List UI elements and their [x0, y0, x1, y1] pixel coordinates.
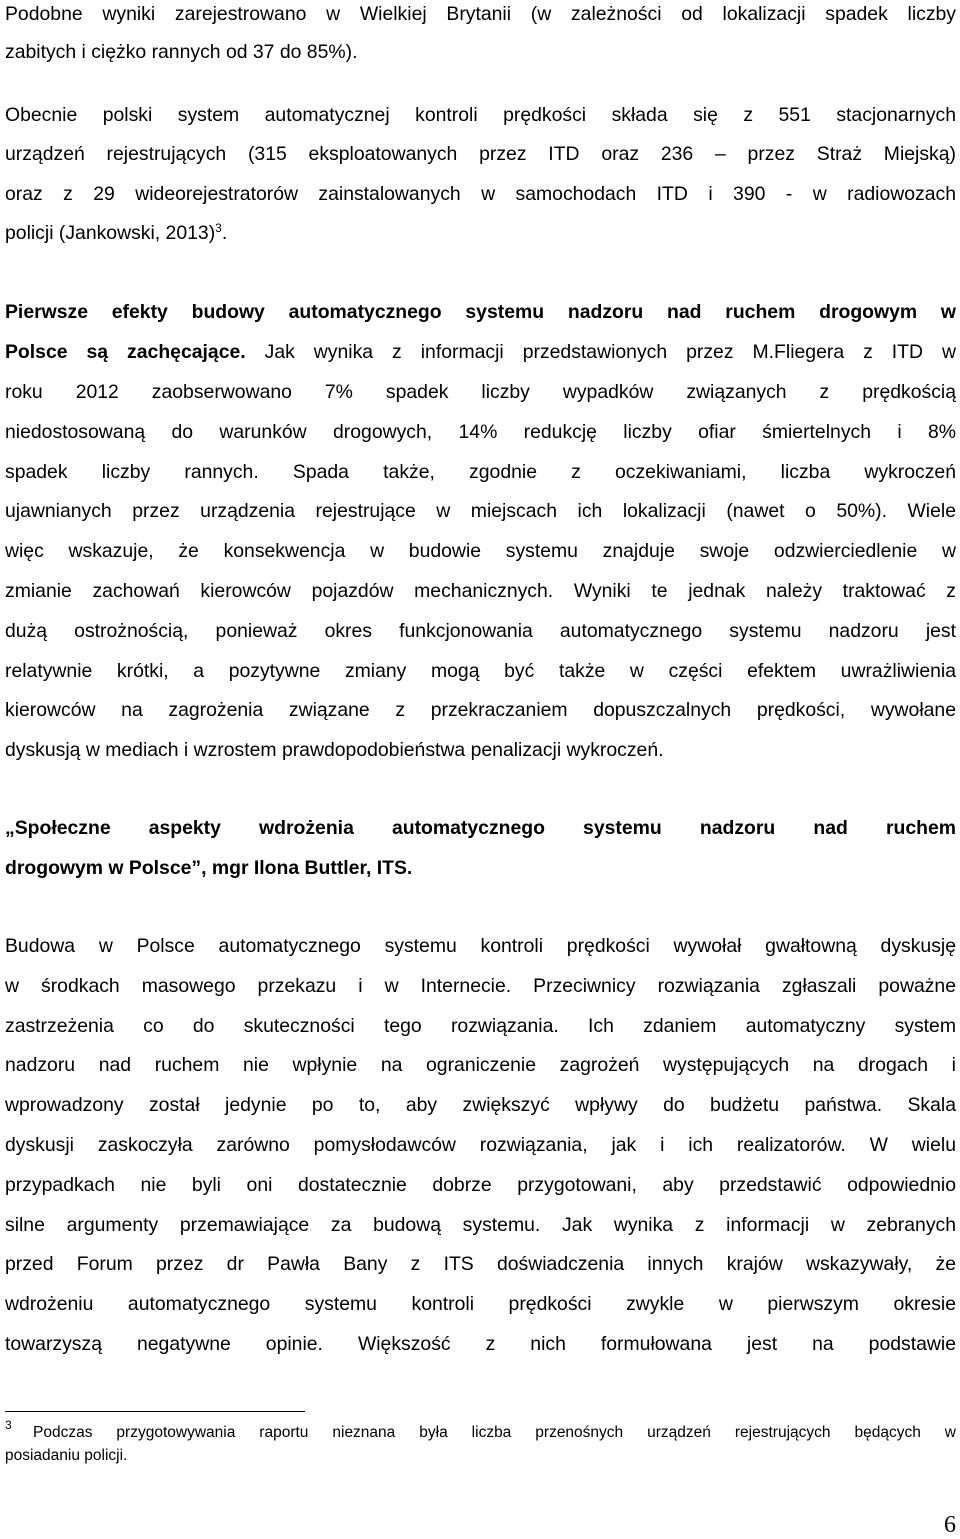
paragraph-4-line-11: towarzyszą negatywne opinie. Większość z nich formułowana jest na podstawie — [5, 1333, 956, 1355]
section-heading-line-2: drogowym w Polsce”, mgr Ilona Buttler, ITS. — [5, 857, 413, 879]
paragraph-1-line-1: Podobne wyniki zarejestrowano w Wielkiej Brytanii (w zależności od lokalizacji spadek liczby — [5, 3, 956, 25]
paragraph-3-bold-lead: Polsce są zachęcające. — [5, 341, 246, 363]
paragraph-2-period: . — [221, 222, 228, 244]
paragraph-4-line-2: w środkach masowego przekazu i w Internecie. Przeciwnicy rozwiązania zgłaszali poważne — [5, 975, 956, 997]
paragraph-4-line-8: silne argumenty przemawiające za budową systemu. Jak wynika z informacji w zebranych — [5, 1214, 956, 1236]
footnote-number: 3 — [5, 1418, 12, 1432]
paragraph-2-line-2: urządzeń rejestrujących (315 eksploatowanych przez ITD oraz 236 – przez Straż Miejską) — [5, 143, 956, 165]
paragraph-3-line-5: spadek liczby rannych. Spada także, zgodnie z oczekiwaniami, liczba wykroczeń — [5, 461, 956, 483]
paragraph-3-line-3: roku 2012 zaobserwowano 7% spadek liczby wypadków związanych z prędkością — [5, 381, 956, 403]
paragraph-4-line-4: nadzoru nad ruchem nie wpłynie na ograniczenie zagrożeń występujących na drogach i — [5, 1054, 956, 1076]
page-number: 6 — [944, 1512, 956, 1538]
footnote-separator — [5, 1411, 305, 1412]
paragraph-2-last-text: policji (Jankowski, 2013) — [5, 222, 216, 244]
footnote-reference: 3 — [215, 221, 222, 235]
paragraph-3-line-11: kierowców na zagrożenia związane z przekraczaniem dopuszczalnych prędkości, wywołane — [5, 699, 956, 721]
paragraph-3-line-8: zmianie zachowań kierowców pojazdów mechanicznych. Wyniki te jednak należy traktować z — [5, 580, 956, 602]
paragraph-4-line-5: wprowadzony został jedynie po to, aby zwiększyć wpływy do budżetu państwa. Skala — [5, 1094, 956, 1116]
paragraph-3-line-2-rest: Jak wynika z informacji przedstawionych przez M.Fliegera z ITD w — [245, 341, 956, 363]
paragraph-3-line-9: dużą ostrożnością, ponieważ okres funkcjonowania automatycznego systemu nadzoru jest — [5, 620, 956, 642]
paragraph-4-line-9: przed Forum przez dr Pawła Bany z ITS doświadczenia innych krajów wskazywały, że — [5, 1253, 956, 1275]
paragraph-4-line-7: przypadkach nie byli oni dostatecznie dobrze przygotowani, aby przedstawić odpowiednio — [5, 1174, 956, 1196]
paragraph-3-line-7: więc wskazuje, że konsekwencja w budowie systemu znajduje swoje odzwierciedlenie w — [5, 540, 956, 562]
paragraph-4-line-10: wdrożeniu automatycznego systemu kontroli prędkości zwykle w pierwszym okresie — [5, 1293, 956, 1315]
paragraph-2-line-3: oraz z 29 wideorejestratorów zainstalowanych w samochodach ITD i 390 - w radiowozach — [5, 183, 956, 205]
paragraph-2-line-1: Obecnie polski system automatycznej kontroli prędkości składa się z 551 stacjonarnych — [5, 104, 956, 126]
paragraph-3-line-1: Pierwsze efekty budowy automatycznego systemu nadzoru nad ruchem drogowym w — [5, 301, 956, 323]
paragraph-1-line-2: zabitych i ciężko rannych od 37 do 85%). — [5, 41, 358, 63]
paragraph-3-line-12: dyskusją w mediach i wzrostem prawdopodobieństwa penalizacji wykroczeń. — [5, 739, 664, 761]
paragraph-2-line-4 — [5, 221, 956, 245]
paragraph-3-line-4: niedostosowaną do warunków drogowych, 14% redukcję liczby ofiar śmiertelnych i 8% — [5, 421, 956, 443]
paragraph-3-line-6: ujawnianych przez urządzenia rejestrujące w miejscach ich lokalizacji (nawet o 50%). Wiele — [5, 500, 956, 522]
section-heading-line-1: „Społeczne aspekty wdrożenia automatycznego systemu nadzoru nad ruchem — [5, 817, 956, 839]
paragraph-3-line-10: relatywnie krótki, a pozytywne zmiany mogą być także w części efektem uwrażliwienia — [5, 660, 956, 682]
footnote-line-2: posiadaniu policji. — [5, 1447, 128, 1464]
paragraph-4-line-3: zastrzeżenia co do skuteczności tego rozwiązania. Ich zdaniem automatyczny system — [5, 1015, 956, 1037]
footnote-line-1: Podczas przygotowywania raportu nieznana była liczba przenośnych urządzeń rejestrujących będących w — [33, 1424, 956, 1441]
paragraph-4-line-1: Budowa w Polsce automatycznego systemu kontroli prędkości wywołał gwałtowną dyskusję — [5, 935, 956, 957]
paragraph-4-line-6: dyskusji zaskoczyła zarówno pomysłodawców rozwiązania, jak i ich realizatorów. W wielu — [5, 1134, 956, 1156]
paragraph-3-line-2 — [5, 340, 956, 364]
